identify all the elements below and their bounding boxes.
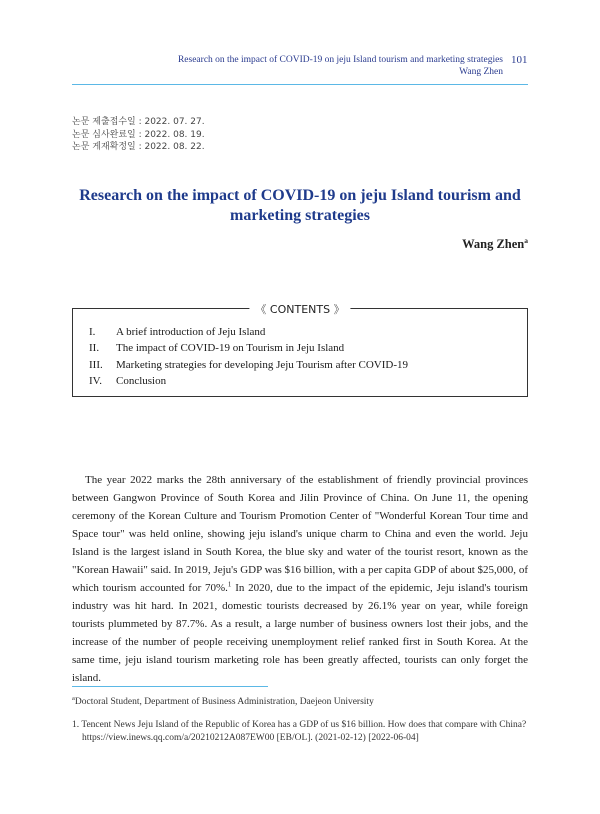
toc-item: [89, 324, 408, 340]
toc-number: IV.: [89, 374, 102, 387]
footnote-url: https://view.inews.qq.com/a/20210212A087EW00 [EB/OL]. (2021-02-12) [2022-06-04]: [82, 732, 419, 743]
footnote-line: 1. Tencent News Jeju Island of the Republic of Korea has a GDP of us $16 billion. How does that compare with China?: [72, 720, 527, 730]
header-rule: [72, 84, 528, 85]
submission-dates: [72, 116, 205, 154]
toc-list: [89, 324, 408, 389]
page-number: 101: [511, 54, 528, 66]
body-text: [72, 471, 528, 687]
toc-item: [89, 357, 408, 373]
affiliation-mark: a: [72, 695, 75, 702]
toc-number: I.: [89, 326, 96, 338]
toc-text: Marketing strategies for developing Jeju Tourism after COVID-19: [116, 358, 408, 371]
footnote-ref: 1: [227, 580, 232, 589]
title-line: Research on the impact of COVID-19 on jeju Island tourism and: [79, 187, 521, 204]
body-text-part2: In 2020, due to the impact of the epidemic, Jeju island's tourism industry was hit hard. In 2021, domestic tourists decreased by 26.1% year on year, while foreign tourists plummeted by 87.7%. As a result, a large number of business owners lost their jobs, and the increase of the number of people receiving unemployment relief ranked first in South Korea. At the same time, jeju island tourism marketing role has been greatly affected, tourists can only forget the island.: [72, 582, 528, 684]
toc-number: III.: [89, 358, 103, 371]
author-name: Wang Zhen: [462, 237, 525, 252]
date-accepted: 논문 게재확정일 : 2022. 08. 22.: [72, 142, 205, 152]
author: [462, 236, 528, 252]
toc-item: [89, 373, 408, 389]
body-text-part1: The year 2022 marks the 28th anniversary of the establishment of friendly provincial provinces between Gangwon Province of South Korea and Jilin Province of China. On June 11, the opening ceremony of the Korean Culture and Tourism Promotion Center of "Wonderful Korean Tour time and Space tour" was held online, showing jeju island's unique charm to China and even the world. Jeju Island is the largest island in South Korea, the blue sky and water of the tourist resort, known as the "Korean Hawaii" said. In 2019, Jeju's GDP was $16 billion, with a per capita GDP of about $25,000, of which tourism accounted for 70%.: [72, 474, 528, 594]
toc-number: II.: [89, 342, 100, 355]
footnote: [72, 719, 528, 744]
title-line: marketing strategies: [230, 207, 370, 224]
author-affiliation: [72, 695, 374, 707]
running-title: Research on the impact of COVID-19 on jeju Island tourism and marketing strategies: [177, 55, 503, 65]
affiliation-text: Doctoral Student, Department of Business Administration, Daejeon University: [74, 697, 374, 708]
date-reviewed: 논문 심사완료일 : 2022. 08. 19.: [72, 129, 205, 140]
paper-title: [72, 186, 528, 226]
toc-item: [89, 340, 408, 356]
author-mark: a: [524, 236, 528, 245]
contents-box: [72, 303, 528, 397]
running-author: Wang Zhen: [459, 67, 503, 77]
contents-title: 《 CONTENTS 》: [249, 301, 350, 317]
date-received: 논문 제출접수일 : 2022. 07. 27.: [72, 117, 205, 127]
toc-text: The impact of COVID-19 on Tourism in Jeju Island: [116, 342, 345, 355]
running-head: [83, 54, 503, 78]
body-paragraph: [72, 471, 528, 687]
toc-text: A brief introduction of Jeju Island: [116, 326, 266, 338]
toc-text: Conclusion: [116, 374, 167, 387]
footnote-rule: [72, 686, 268, 687]
